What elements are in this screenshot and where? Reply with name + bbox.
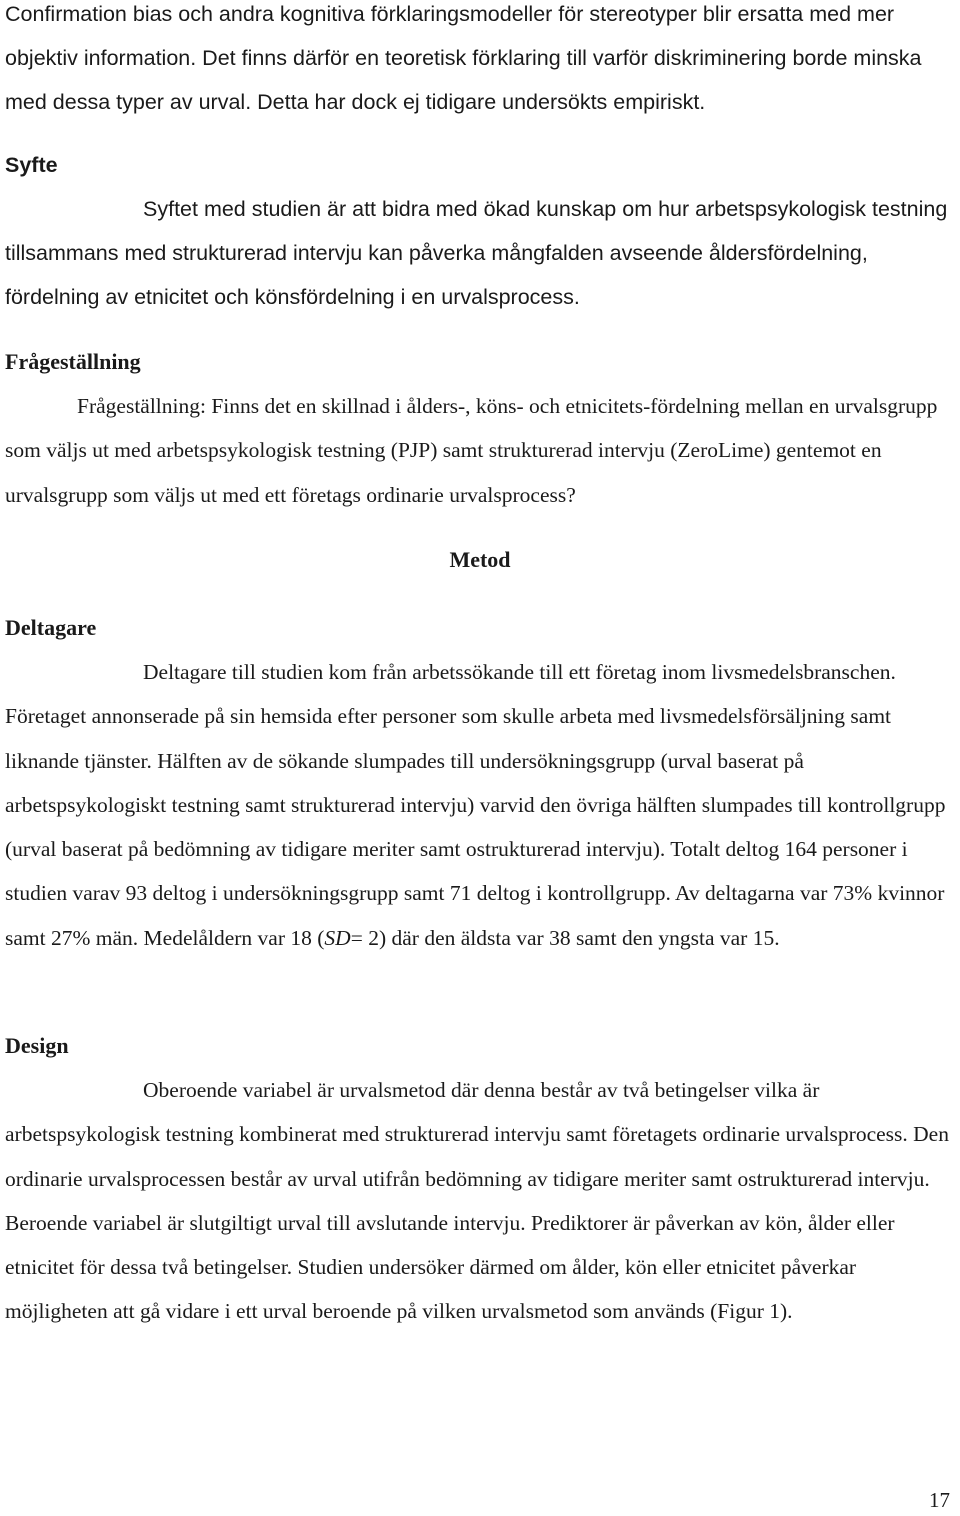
- design-paragraph: Oberoende variabel är urvalsmetod där denna består av två betingelser vilka är arbetspsykologisk testning kombinerat med strukturerad intervju samt företagets ordinarie urvalsprocess. Den ordinarie urvalsprocessen består av urval utifrån bedömning av tidigare meriter samt ostrukturerad intervju. Beroende variabel är slutgiltigt urval till avslutande intervju. Prediktorer är påverkan av kön, ålder eller etnicitet för dessa två betingelser. Studien undersöker därmed om ålder, kön eller etnicitet påverkar möjligheten att gå vidare i ett urval beroende på vilken urvalsmetod som används (Figur 1).: [5, 1078, 949, 1324]
- intro-paragraph: Confirmation bias och andra kognitiva förklaringsmodeller för stereotyper blir ersatta med mer objektiv information. Det finns därför en teoretisk förklaring till varför diskriminering borde minska med dessa typer av urval. Detta har dock ej tidigare undersökts empiriskt.: [5, 2, 922, 114]
- syfte-paragraph: Syftet med studien är att bidra med ökad kunskap om hur arbetspsykologisk testning tillsammans med strukturerad intervju kan påverka mångfalden avseende åldersfördelning, fördelning av etnicitet och könsfördelning i en urvalsprocess.: [5, 197, 948, 309]
- syfte-heading: Syfte: [5, 153, 58, 177]
- metod-heading: Metod: [449, 547, 511, 572]
- page-number: 17: [929, 1488, 950, 1512]
- fragestallning-paragraph: Frågeställning: Finns det en skillnad i ålders-, köns- och etnicitets-fördelning mellan en urvalsgrupp som väljs ut med arbetspsykologisk testning (PJP) samt strukturerad intervju (ZeroLime) gentemot en urvalsgrupp som väljs ut med ett företags ordinarie urvalsprocess?: [5, 394, 938, 507]
- deltagare-paragraph: [5, 650, 955, 960]
- deltagare-text-end: = 2) där den äldsta var 38 samt den yngsta var 15.: [350, 925, 780, 950]
- deltagare-heading: Deltagare: [5, 615, 97, 640]
- fragestallning-heading: Frågeställning: [5, 349, 141, 374]
- design-heading: Design: [5, 1033, 69, 1058]
- sd-label: SD: [324, 925, 351, 950]
- deltagare-text-start: Deltagare till studien kom från arbetssökande till ett företag inom livsmedelsbranschen. Företaget annonserade på sin hemsida efter personer som skulle arbeta med livsmedelsförsäljning samt liknande tjänster. Hälften av de sökande slumpades till undersökningsgrupp (urval baserat på arbetspsykologiskt testning samt strukturerad intervju) varvid den övriga hälften slumpades till kontrollgrupp (urval baserat på bedömning av tidigare meriter samt ostrukturerad intervju). Totalt deltog 164 personer i studien varav 93 deltog i undersökningsgrupp samt 71 deltog i kontrollgrupp. Av deltagarna var 73% kvinnor samt 27% män. Medelåldern var 18 (: [5, 660, 946, 950]
